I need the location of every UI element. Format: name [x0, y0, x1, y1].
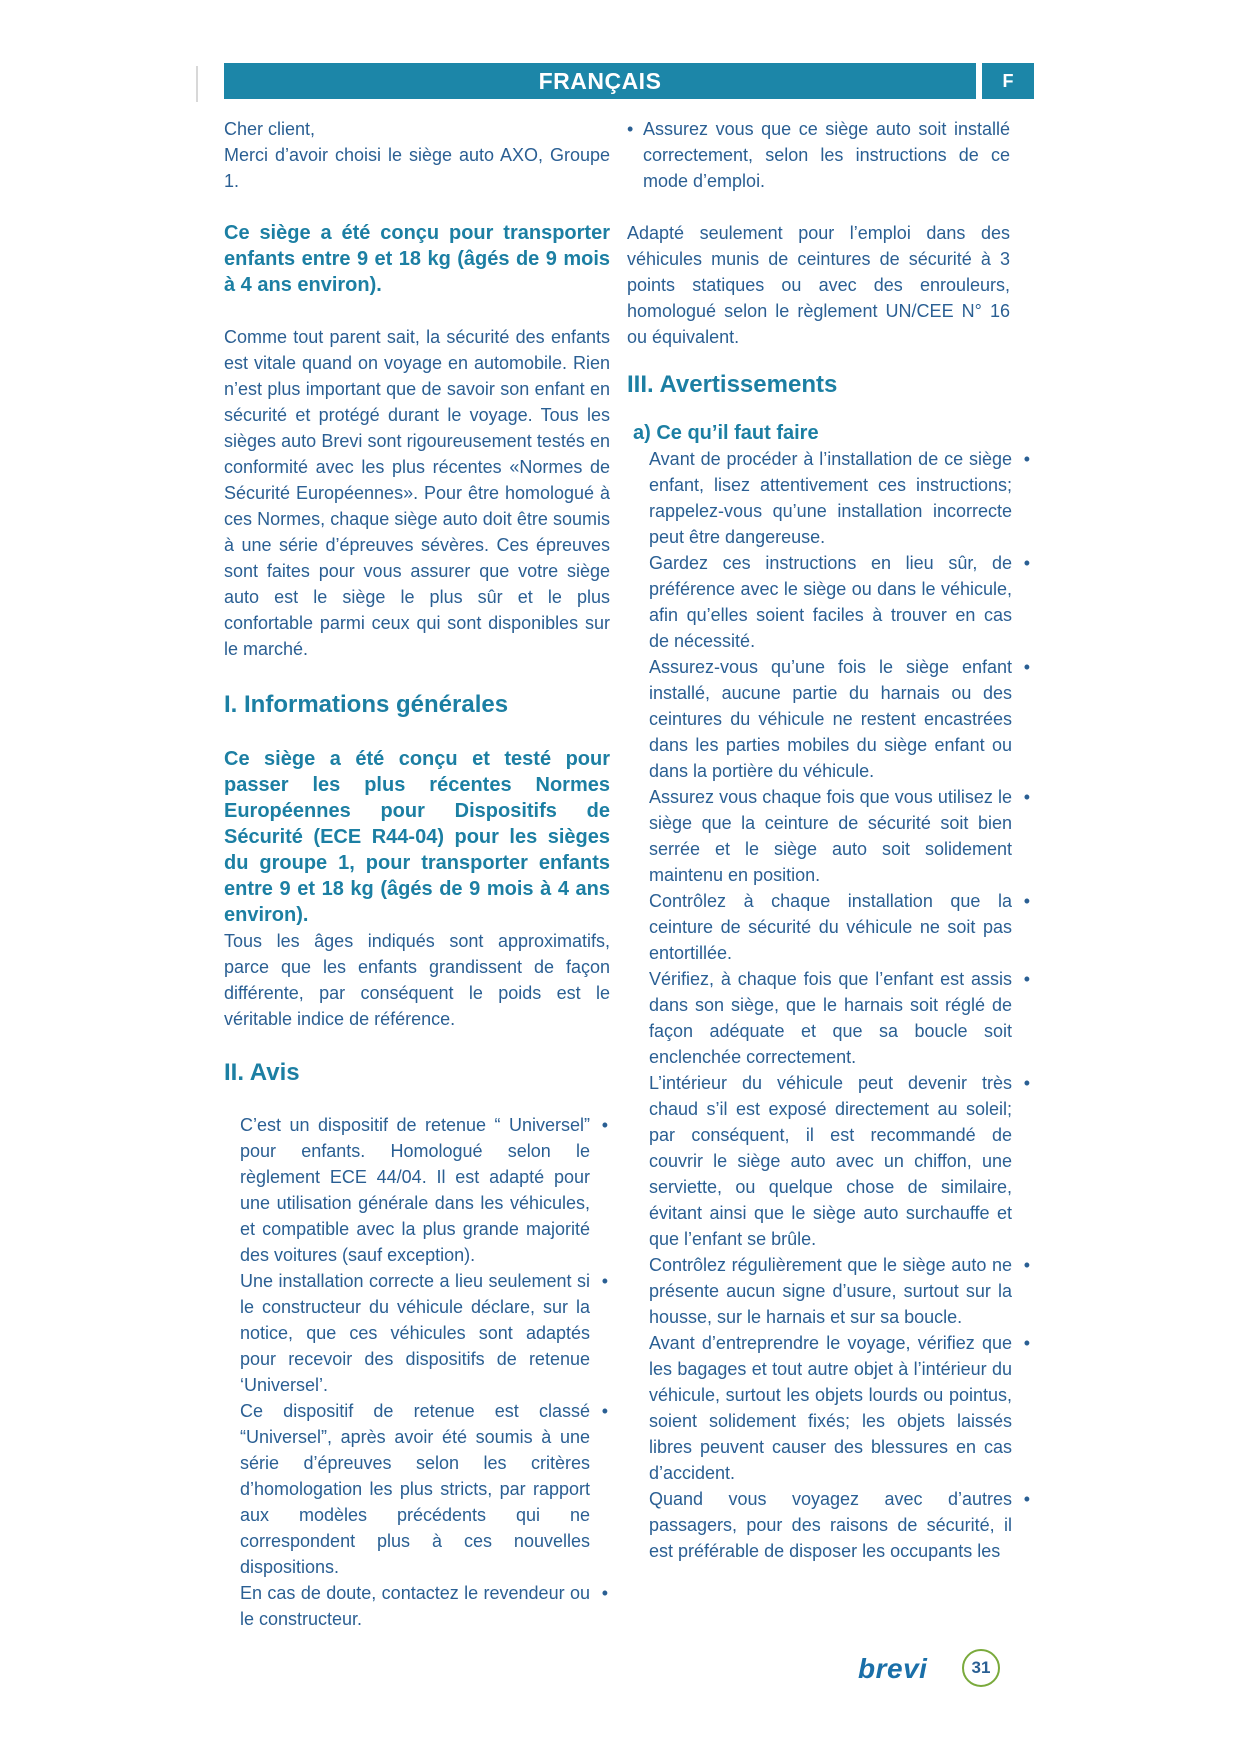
right-column — [627, 116, 1010, 1564]
list-item: L’intérieur du véhicule peut devenir très chaud s’il est exposé directement au soleil; par conséquent, il est recommandé de couvrir le siège auto avec un chiffon, une serviette, ou quelque chose de similaire, évitant ainsi que le siège auto surchauffe et que l’enfant se brûle. • — [649, 1070, 1032, 1252]
section-title-avis: II. Avis — [224, 1059, 300, 1086]
list-item: Assurez-vous qu’une fois le siège enfant installé, aucune partie du harnais ou des ceintures du véhicule ne restent encastrées dans les parties mobiles du siège enfant ou dans la portière du véhicule. • — [649, 654, 1032, 784]
section-general-bold: Ce siège a été conçu et testé pour passer les plus récentes Normes Européennes pour Dispositifs de Sécurité (ECE R44-04) pour les sièges du groupe 1, pour transporter enfants entre 9 et 18 kg (âgés de 9 mois à 4 ans environ). — [224, 748, 610, 926]
section-title-warnings: III. Avertissements — [627, 371, 838, 398]
language-header: FRANÇAIS — [224, 63, 976, 99]
avis-list — [224, 1112, 610, 1632]
list-item: Gardez ces instructions en lieu sûr, de préférence avec le siège ou dans le véhicule, afin qu’elles soient faciles à trouver en cas de nécessité. • — [649, 550, 1032, 654]
list-item: C’est un dispositif de retenue “ Universel” pour enfants. Homologué selon le règlement ECE 44/04. Il est adapté pour une utilisation générale dans les véhicules, et compatible avec la plus grande majorité des voitures (sauf exception). • — [240, 1112, 610, 1268]
install-note-list — [627, 116, 1010, 194]
list-item: Assurez vous chaque fois que vous utilisez le siège que la ceinture de sécurité soit bien serrée et le siège auto soit solidement maintenu en position. • — [649, 784, 1032, 888]
language-tab: F — [982, 63, 1034, 99]
warnings-list — [627, 446, 1032, 1564]
list-item: Une installation correcte a lieu seulement si le constructeur du véhicule déclare, sur la notice, que ces véhicules sont adaptés pour recevoir des dispositifs de retenue ‘Universel’. • — [240, 1268, 610, 1398]
list-item: Quand vous voyagez avec d’autres passagers, pour des raisons de sécurité, il est préférable de disposer les occupants les • — [649, 1486, 1032, 1564]
list-item: • Assurez vous que ce siège auto soit installé correctement, selon les instructions de ce mode d’emploi. — [627, 116, 1010, 194]
list-item: Avant d’entreprendre le voyage, vérifiez que les bagages et tout autre objet à l’intérieur du véhicule, surtout les objets lourds ou pointus, soient solidement fixés; les objets laissés libres peuvent causer des blessures en cas d’accident. • — [649, 1330, 1032, 1486]
list-item: Contrôlez à chaque installation que la ceinture de sécurité du véhicule ne soit pas entortillée. • — [649, 888, 1032, 966]
list-item: Ce dispositif de retenue est classé “Universel”, après avoir été soumis à une série d’épreuves selon les critères d’homologation les plus stricts, par rapport aux modèles précédents qui ne correspondent plus à ces nouvelles dispositions. • — [240, 1398, 610, 1580]
list-item: Contrôlez régulièrement que le siège auto ne présente aucun signe d’usure, surtout sur la housse, sur le harnais et sur sa boucle. • — [649, 1252, 1032, 1330]
subsection-todo: a) Ce qu’il faut faire — [633, 422, 819, 444]
list-item: Avant de procéder à l’installation de ce siège enfant, lisez attentivement ces instructions; rappelez-vous qu’une installation incorrecte peut être dangereuse. • — [649, 446, 1032, 550]
page-number: 31 — [962, 1649, 1000, 1687]
brevi-logo: brevi — [858, 1653, 928, 1684]
list-item: En cas de doute, contactez le revendeur ou le constructeur. • — [240, 1580, 610, 1632]
greeting: Cher client, — [224, 119, 316, 139]
section-general-text: Tous les âges indiqués sont approximatifs, parce que les enfants grandissent de façon différente, par conséquent le poids est le véritable indice de référence. — [224, 931, 610, 1029]
intro-bold: Ce siège a été conçu pour transporter enfants entre 9 et 18 kg (âgés de 9 mois à 4 ans environ). — [224, 222, 610, 296]
list-item: Vérifiez, à chaque fois que l’enfant est assis dans son siège, que le harnais soit réglé de façon adéquate et que sa boucle soit enclenchée correctement. • — [649, 966, 1032, 1070]
intro-text: Comme tout parent sait, la sécurité des enfants est vitale quand on voyage en automobile. Rien n’est plus important que de savoir son enfant en sécurité et protégé durant le voyage. Tous les sièges auto Brevi sont rigoureusement testés en conformité avec les plus récentes «Normes de Sécurité Européennes». Pour être homologué à ces Normes, chaque siège auto doit être soumis à une série d’épreuves sévères. Ces épreuves sont faites pour vous assurer que votre siège auto est le siège le plus sûr et le plus confortable parmi ceux qui sont disponibles sur le marché. — [224, 327, 610, 659]
margin-rule — [196, 66, 198, 102]
section-title-general: I. Informations générales — [224, 691, 509, 718]
thanks-text: Merci d’avoir choisi le siège auto AXO, Groupe 1. — [224, 145, 610, 191]
left-column — [224, 116, 610, 1632]
adapted-text: Adapté seulement pour l’emploi dans des véhicules munis de ceintures de sécurité à 3 points statiques ou avec des enrouleurs, homologué selon le règlement UN/CEE N° 16 ou équivalent. — [627, 223, 1010, 347]
